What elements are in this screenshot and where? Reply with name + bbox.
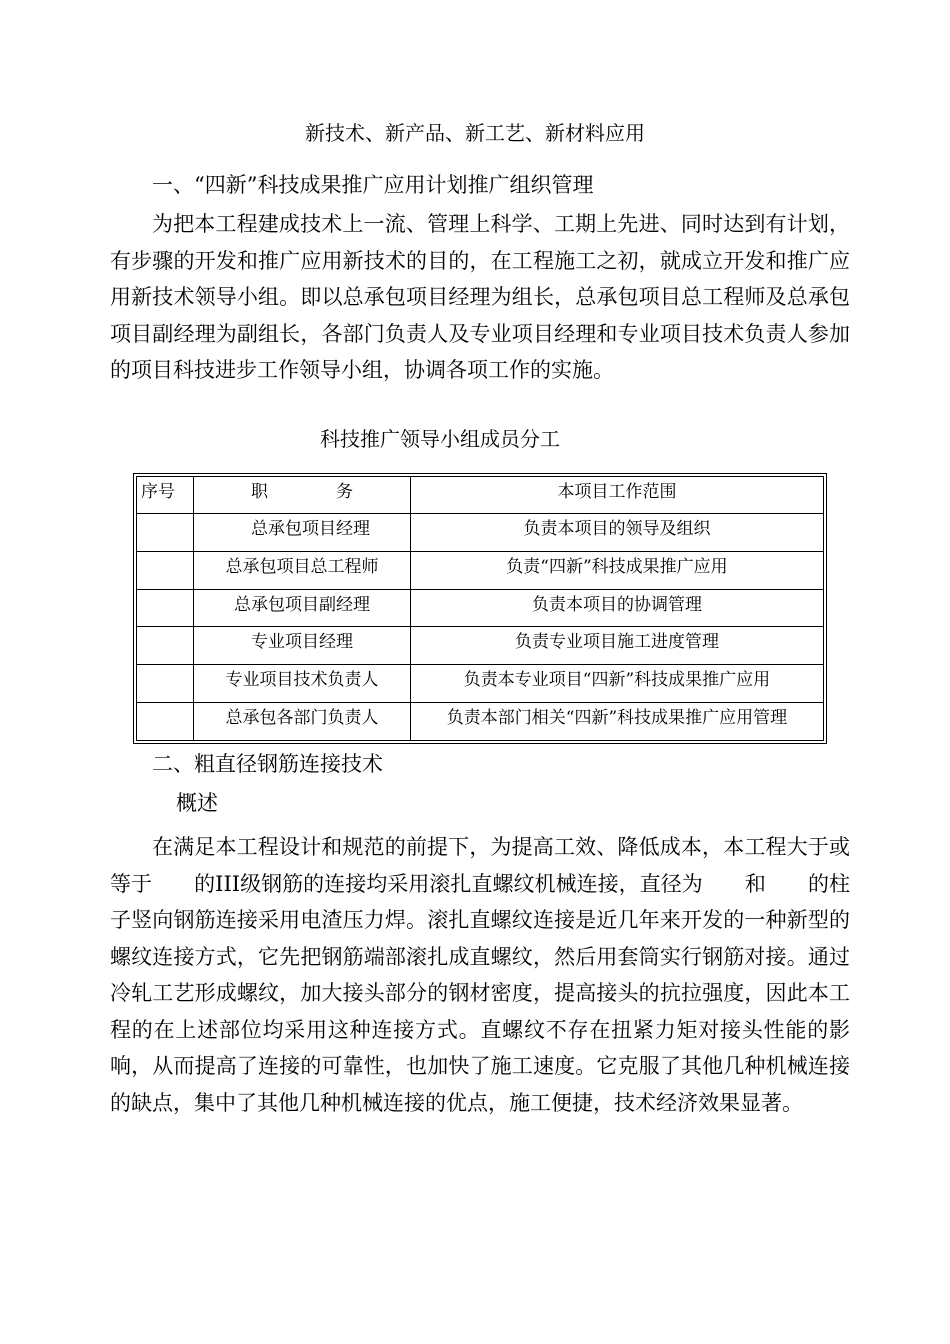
section1-paragraph [110, 206, 850, 389]
row-role: 专业项目经理 [194, 627, 411, 665]
row-role: 总承包项目总工程师 [194, 551, 411, 589]
row-no [137, 513, 194, 551]
row-scope: 负责本专业项目“四新”科技成果推广应用 [411, 665, 824, 703]
header-no: 序号 [137, 477, 194, 514]
row-no [137, 551, 194, 589]
table-row [137, 589, 824, 627]
members-table [136, 476, 824, 741]
table-row [137, 703, 824, 741]
row-scope: 负责专业项目施工进度管理 [411, 627, 824, 665]
row-role: 总承包项目经理 [194, 513, 411, 551]
row-role: 总承包项目副经理 [194, 589, 411, 627]
section2-paragraph [110, 829, 850, 1121]
members-table-frame [133, 473, 827, 744]
row-no [137, 589, 194, 627]
row-no [137, 703, 194, 741]
row-role: 专业项目技术负责人 [194, 665, 411, 703]
table-row [137, 513, 824, 551]
table-row [137, 627, 824, 665]
section2-heading: 二、粗直径钢筋连接技术 [152, 752, 383, 776]
row-scope: 负责本项目的领导及组织 [411, 513, 824, 551]
table-caption: 科技推广领导小组成员分工 [320, 427, 560, 451]
table-row [137, 551, 824, 589]
header-scope: 本项目工作范围 [411, 477, 824, 514]
row-no [137, 665, 194, 703]
row-role: 总承包各部门负责人 [194, 703, 411, 741]
table-header-row [137, 477, 824, 514]
header-role: 职 务 [194, 477, 411, 514]
section2-paragraph-text: 在满足本工程设计和规范的前提下，为提高工效、降低成本，本工程大于或等于 的III级钢筋的连接均采用滚扎直螺纹机械连接，直径为 和 的柱子竖向钢筋连接采用电渣压力焊。滚扎直螺纹连接是近几年来开发的一种新型的螺纹连接方式，它先把钢筋端部滚扎成直螺纹，然后用套筒实行钢筋对接。通过冷轧工艺形成螺纹，加大接头部分的钢材密度，提高接头的抗拉强度，因此本工程的在上述部位均采用这种连接方式。直螺纹不存在扭紧力矩对接头性能的影响，从而提高了连接的可靠性，也加快了施工速度。它克服了其他几种机械连接的缺点，集中了其他几种机械连接的优点，施工便捷，技术经济效果显著。 [110, 835, 850, 1115]
section2-subheading: 概述 [176, 791, 218, 815]
section1-paragraph-text: 为把本工程建成技术上一流、管理上科学、工期上先进、同时达到有计划，有步骤的开发和推广应用新技术的目的，在工程施工之初，就成立开发和推广应用新技术领导小组。即以总承包项目经理为组长，总承包项目总工程师及总承包项目副经理为副组长，各部门负责人及专业项目经理和专业项目技术负责人参加的项目科技进步工作领导小组，协调各项工作的实施。 [110, 212, 850, 382]
document-title: 新技术、新产品、新工艺、新材料应用 [305, 121, 645, 145]
row-scope: 负责“四新”科技成果推广应用 [411, 551, 824, 589]
row-no [137, 627, 194, 665]
row-scope: 负责本部门相关“四新”科技成果推广应用管理 [411, 703, 824, 741]
section1-heading: 一、“四新”科技成果推广应用计划推广组织管理 [152, 173, 594, 197]
row-scope: 负责本项目的协调管理 [411, 589, 824, 627]
table-row [137, 665, 824, 703]
